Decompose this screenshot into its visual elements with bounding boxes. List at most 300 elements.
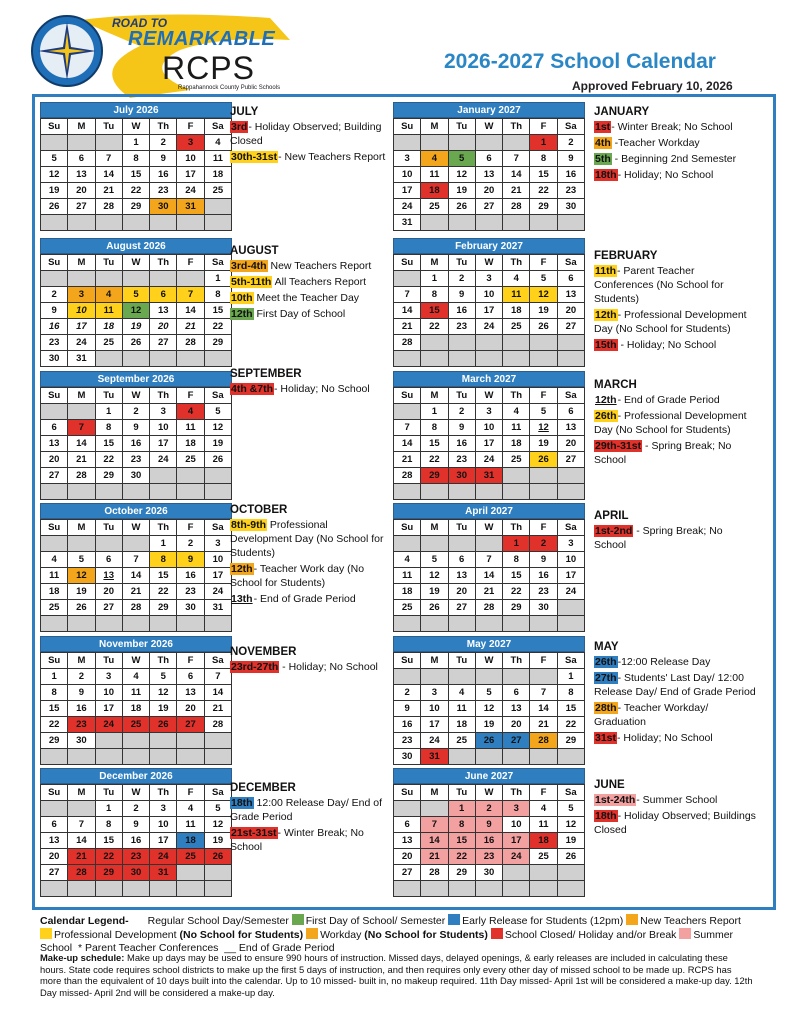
weekday-header: Sa [205,255,232,271]
day-cell: 27 [68,199,95,215]
day-cell: 5 [41,151,68,167]
day-cell: 19 [123,319,150,335]
day-cell: 1 [503,536,530,552]
empty-day-cell [421,881,448,897]
day-cell: 24 [394,199,421,215]
weekday-header: Tu [449,520,476,536]
day-cell: 21 [476,584,503,600]
day-cell: 20 [96,584,123,600]
day-cell: 7 [421,817,448,833]
day-cell: 22 [503,584,530,600]
day-cell: 12 [530,420,557,436]
day-cell: 5 [530,271,557,287]
weekday-header: Th [503,653,530,669]
weekday-header: W [123,653,150,669]
weekday-header: Sa [558,520,585,536]
notes-october [230,503,392,608]
legend-swatch-pd [40,928,52,939]
note-date: 11th [595,265,617,277]
day-cell: 19 [530,436,557,452]
day-cell: 8 [558,685,585,701]
day-cell: 22 [150,584,177,600]
day-cell: 14 [177,303,204,319]
weekday-header: Sa [205,520,232,536]
weekday-header: W [476,119,503,135]
weekday-header: Su [41,119,68,135]
empty-day-cell [150,484,177,500]
day-cell: 21 [421,849,448,865]
empty-day-cell [205,468,232,484]
empty-day-cell [205,351,232,367]
day-cell: 20 [41,849,68,865]
day-cell: 5 [421,552,448,568]
day-cell: 14 [421,833,448,849]
month-title: June 2027 [393,768,585,784]
empty-day-cell [177,733,204,749]
day-cell: 6 [96,552,123,568]
note-text: - Teacher Work day (No School for Students) [230,563,365,589]
day-cell: 18 [41,584,68,600]
day-cell: 17 [421,717,448,733]
legend-swatch-new-teachers [626,914,638,925]
empty-day-cell [503,669,530,685]
month-title: April 2027 [393,503,585,519]
day-cell: 17 [68,319,95,335]
day-cell: 9 [177,552,204,568]
day-cell: 14 [530,701,557,717]
day-cell: 10 [150,420,177,436]
day-cell: 27 [41,468,68,484]
empty-day-cell [449,135,476,151]
empty-day-cell [530,616,557,632]
empty-day-cell [530,215,557,231]
day-cell: 13 [394,833,421,849]
empty-day-cell [421,616,448,632]
day-cell: 1 [41,669,68,685]
day-cell: 29 [530,199,557,215]
note-date: 29th-31st [595,440,642,452]
day-cell: 27 [558,452,585,468]
day-cell: 13 [558,287,585,303]
empty-day-cell [530,468,557,484]
note-text: - New Teachers Report [278,151,386,163]
month-august [40,238,232,367]
weekday-header: Tu [96,388,123,404]
day-cell: 16 [123,436,150,452]
note-date: 12th [595,394,617,406]
note-text: - Professional Development Day (No School for Students) [594,309,747,335]
note-text: - Summer School [636,794,718,806]
day-cell: 26 [150,717,177,733]
weekday-header: Th [503,520,530,536]
note-text: - Holiday Observed; Buildings Closed [594,810,756,836]
note-date: 4th &7th [231,383,273,395]
weekday-header: Su [394,255,421,271]
day-cell: 2 [41,287,68,303]
month-october [40,503,232,632]
legend-early-release: Early Release for Students (12pm) [462,915,624,927]
day-cell: 25 [503,452,530,468]
day-cell: 28 [421,865,448,881]
empty-day-cell [503,865,530,881]
empty-day-cell [503,351,530,367]
empty-day-cell [530,484,557,500]
weekday-header: M [421,388,448,404]
note-text: - Students' Last Day/ 12:00 Release Day/ End of Grade Period [594,672,756,698]
day-cell: 21 [205,701,232,717]
day-cell: 28 [476,600,503,616]
legend-eogp: __ End of Grade Period [224,942,335,954]
day-cell: 2 [177,536,204,552]
note-date: 1st-24th [595,794,636,806]
day-cell: 1 [205,271,232,287]
empty-day-cell [421,484,448,500]
empty-day-cell [476,215,503,231]
day-cell: 5 [205,404,232,420]
day-cell: 16 [150,167,177,183]
day-cell: 13 [41,436,68,452]
legend-regular: Regular School Day/Semester [147,915,289,927]
day-cell: 28 [530,733,557,749]
day-cell: 3 [96,669,123,685]
day-cell: 6 [503,685,530,701]
legend-swatch-first-day [292,914,304,925]
day-cell: 12 [205,420,232,436]
day-cell: 19 [150,701,177,717]
day-cell: 12 [558,817,585,833]
day-cell: 25 [449,733,476,749]
day-cell: 8 [449,817,476,833]
makeup-schedule [40,952,755,998]
note-date: 5th [595,153,611,165]
empty-day-cell [503,335,530,351]
day-cell: 15 [530,167,557,183]
empty-day-cell [394,351,421,367]
weekday-header: M [68,255,95,271]
empty-day-cell [68,536,95,552]
legend-label: Calendar Legend- [40,915,129,927]
day-cell: 5 [449,151,476,167]
empty-day-cell [558,749,585,765]
day-cell: 14 [394,303,421,319]
note-date: 12th [231,563,253,575]
empty-day-cell [123,733,150,749]
day-cell: 11 [96,303,123,319]
empty-day-cell [123,536,150,552]
empty-day-cell [449,536,476,552]
day-cell: 29 [449,865,476,881]
month-grid [393,387,585,500]
day-cell: 3 [177,135,204,151]
note-text: 12:00 Release Day/ End of Grade Period [230,797,383,823]
empty-day-cell [41,749,68,765]
day-cell: 11 [449,701,476,717]
note-date: 27th [595,672,617,684]
day-cell: 27 [476,199,503,215]
day-cell: 24 [68,335,95,351]
weekday-header: M [68,119,95,135]
empty-day-cell [205,199,232,215]
day-cell: 25 [205,183,232,199]
weekday-header: W [123,520,150,536]
month-grid [393,118,585,231]
day-cell: 23 [449,319,476,335]
day-cell: 3 [205,536,232,552]
month-grid [40,652,232,765]
day-cell: 2 [68,669,95,685]
calendar-legend [40,912,755,955]
empty-day-cell [205,215,232,231]
empty-day-cell [421,335,448,351]
day-cell: 3 [68,287,95,303]
day-cell: 31 [476,468,503,484]
day-cell: 18 [177,833,204,849]
weekday-header: M [68,653,95,669]
weekday-header: F [177,653,204,669]
day-cell: 14 [123,568,150,584]
empty-day-cell [123,215,150,231]
day-cell: 17 [150,833,177,849]
month-grid [40,118,232,231]
weekday-header: W [123,785,150,801]
month-grid [40,387,232,500]
day-cell: 13 [449,568,476,584]
day-cell: 19 [205,833,232,849]
empty-day-cell [68,616,95,632]
day-cell: 12 [68,568,95,584]
day-cell: 18 [530,833,557,849]
legend-first-day: First Day of School/ Semester [305,915,446,927]
empty-day-cell [123,271,150,287]
notes-april [594,509,756,554]
day-cell: 5 [558,801,585,817]
day-cell: 7 [96,151,123,167]
empty-day-cell [394,669,421,685]
compass-logo-icon [30,14,104,88]
day-cell: 13 [96,568,123,584]
day-cell: 23 [530,584,557,600]
note-date: 5th-11th [231,276,272,288]
day-cell: 11 [177,420,204,436]
empty-day-cell [177,881,204,897]
day-cell: 19 [421,584,448,600]
empty-day-cell [96,616,123,632]
day-cell: 29 [503,600,530,616]
weekday-header: F [177,388,204,404]
day-cell: 7 [123,552,150,568]
day-cell: 16 [476,833,503,849]
empty-day-cell [96,733,123,749]
day-cell: 21 [177,319,204,335]
note-text: - Holiday; No School [617,169,714,181]
day-cell: 25 [123,717,150,733]
empty-day-cell [177,468,204,484]
note-date: 18th [231,797,253,809]
day-cell: 11 [394,568,421,584]
day-cell: 1 [96,801,123,817]
empty-day-cell [503,468,530,484]
month-february [393,238,585,367]
day-cell: 10 [503,817,530,833]
day-cell: 13 [68,167,95,183]
day-cell: 7 [68,420,95,436]
day-cell: 13 [503,701,530,717]
day-cell: 15 [503,568,530,584]
empty-day-cell [530,881,557,897]
day-cell: 14 [476,568,503,584]
weekday-header: Sa [205,119,232,135]
day-cell: 10 [476,287,503,303]
day-cell: 25 [96,335,123,351]
day-cell: 23 [177,584,204,600]
legend-closed: School Closed/ Holiday and/or Break [504,929,677,941]
empty-day-cell [476,749,503,765]
day-cell: 27 [177,717,204,733]
month-title: March 2027 [393,371,585,387]
day-cell: 9 [558,151,585,167]
day-cell: 16 [530,568,557,584]
day-cell: 12 [449,167,476,183]
weekday-header: Sa [205,785,232,801]
day-cell: 30 [123,865,150,881]
empty-day-cell [177,215,204,231]
day-cell: 27 [96,600,123,616]
empty-day-cell [177,484,204,500]
day-cell: 24 [476,319,503,335]
day-cell: 4 [449,685,476,701]
note-text: - Spring Break; No School [594,440,732,466]
day-cell: 15 [558,701,585,717]
day-cell: 28 [68,468,95,484]
day-cell: 21 [96,183,123,199]
weekday-header: Sa [558,653,585,669]
day-cell: 8 [123,151,150,167]
day-cell: 17 [476,436,503,452]
month-title: January 2027 [393,102,585,118]
day-cell: 15 [123,167,150,183]
note-text: - Holiday; No School [274,383,370,395]
day-cell: 28 [123,600,150,616]
day-cell: 9 [449,287,476,303]
month-december [40,768,232,897]
day-cell: 5 [476,685,503,701]
day-cell: 10 [394,167,421,183]
day-cell: 31 [205,600,232,616]
day-cell: 6 [449,552,476,568]
month-grid [40,519,232,632]
day-cell: 29 [558,733,585,749]
day-cell: 12 [41,167,68,183]
month-grid [393,519,585,632]
month-april [393,503,585,632]
weekday-header: W [476,388,503,404]
empty-day-cell [503,881,530,897]
weekday-header: W [123,255,150,271]
empty-day-cell [530,865,557,881]
empty-day-cell [41,484,68,500]
day-cell: 29 [150,600,177,616]
day-cell: 18 [205,167,232,183]
day-cell: 30 [123,468,150,484]
empty-day-cell [205,733,232,749]
note-date: 26th [595,410,617,422]
weekday-header: M [421,119,448,135]
day-cell: 16 [177,568,204,584]
day-cell: 6 [558,271,585,287]
day-cell: 17 [150,436,177,452]
month-title: December 2026 [40,768,232,784]
day-cell: 20 [476,183,503,199]
month-title: October 2026 [40,503,232,519]
weekday-header: Sa [558,388,585,404]
day-cell: 15 [421,436,448,452]
note-text: -12:00 Release Day [617,656,711,668]
weekday-header: W [476,653,503,669]
empty-day-cell [123,881,150,897]
day-cell: 16 [123,833,150,849]
day-cell: 24 [421,733,448,749]
day-cell: 8 [503,552,530,568]
tagline-top: ROAD TO [112,16,168,30]
day-cell: 20 [449,584,476,600]
empty-day-cell [177,749,204,765]
month-grid [393,652,585,765]
empty-day-cell [476,135,503,151]
day-cell: 8 [96,817,123,833]
day-cell: 19 [449,183,476,199]
day-cell: 29 [41,733,68,749]
weekday-header: Th [150,520,177,536]
day-cell: 21 [530,717,557,733]
day-cell: 1 [530,135,557,151]
weekday-header: M [68,388,95,404]
day-cell: 3 [558,536,585,552]
day-cell: 5 [123,287,150,303]
day-cell: 1 [421,404,448,420]
day-cell: 25 [177,849,204,865]
day-cell: 15 [150,568,177,584]
day-cell: 10 [558,552,585,568]
day-cell: 17 [476,303,503,319]
notes-heading: AUGUST [230,245,279,257]
month-grid [40,254,232,367]
day-cell: 23 [449,452,476,468]
empty-day-cell [449,484,476,500]
empty-day-cell [123,484,150,500]
note-text: - Beginning 2nd Semester [611,153,737,165]
day-cell: 23 [150,183,177,199]
empty-day-cell [41,881,68,897]
day-cell: 16 [41,319,68,335]
day-cell: 1 [123,135,150,151]
month-july [40,102,232,231]
day-cell: 18 [449,717,476,733]
day-cell: 9 [41,303,68,319]
empty-day-cell [150,616,177,632]
day-cell: 9 [150,151,177,167]
day-cell: 7 [205,669,232,685]
day-cell: 24 [558,584,585,600]
day-cell: 23 [41,335,68,351]
day-cell: 2 [558,135,585,151]
legend-swatch-regular [132,912,146,925]
notes-march [594,378,756,469]
day-cell: 14 [205,685,232,701]
notes-heading: NOVEMBER [230,646,297,658]
notes-january [594,105,756,184]
weekday-header: Th [150,388,177,404]
day-cell: 15 [96,436,123,452]
